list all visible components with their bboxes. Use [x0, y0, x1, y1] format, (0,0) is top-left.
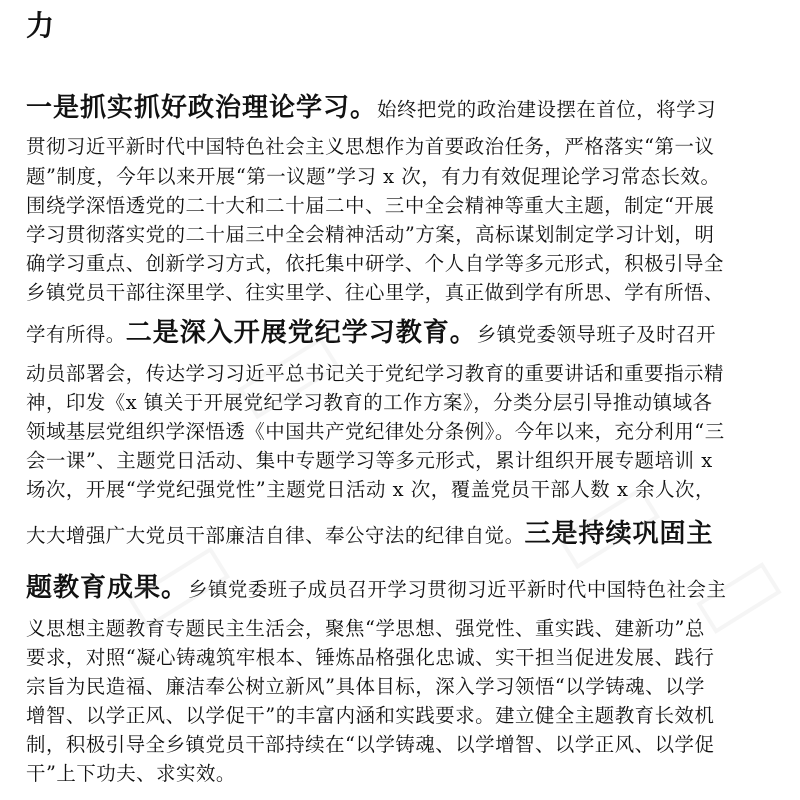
- paragraph-1-heading: 一是抓实抓好政治理论学习。: [26, 93, 378, 123]
- paragraph-2-line-1: [26, 314, 778, 354]
- paragraph-1-line-5: 学习贯彻落实党的二十届三中全会精神活动”方案，高标谋划制定学习计划，明: [26, 223, 715, 246]
- paragraph-1-line-1: [26, 88, 778, 130]
- paragraph-1-line-8: 学有所得。: [26, 323, 126, 346]
- paragraph-3-line-1-text: 乡镇党委班子成员召开学习贯彻习近平新时代中国特色社会主: [188, 578, 727, 601]
- paragraph-2-line-7: [26, 514, 778, 556]
- paragraph-2-line-4: 领域基层党组织学深悟透《中国共产党纪律处分条例》。今年以来，充分利用“三: [26, 420, 725, 443]
- paragraph-3-line-6: 制，积极引导全乡镇党员干部持续在“以学铸魂、以学增智、以学正风、以学促: [26, 733, 715, 756]
- paragraph-1-line-4: 围绕学深悟透党的二十大和二十届二中、三中全会精神等重大主题，制定“开展: [26, 194, 715, 217]
- paragraph-2-line-6: 场次，开展“学党纪强党性”主题党日活动 x 次，覆盖党员干部人数 x 余人次，: [26, 478, 715, 501]
- paragraph-1-line-6: 确学习重点、创新学习方式，依托集中研学、个人自学等多元形式，积极引导全: [26, 252, 724, 275]
- paragraph-2-line-1-text: 乡镇党委领导班子及时召开: [476, 323, 717, 346]
- paragraph-3-line-1: [26, 568, 778, 610]
- paragraph-3-heading-part-2: 题教育成果。: [26, 573, 189, 603]
- paragraph-1-line-3: 题”制度，今年以来开展“第一议题”学习 x 次，有力有效促理论学习常态长效。: [26, 165, 721, 188]
- paragraph-2-line-3: 神，印发《x 镇关于开展党纪学习教育的工作方案》，分类分层引导推动镇域各: [26, 391, 713, 414]
- paragraph-3-line-7: 干”上下功夫、求实效。: [26, 762, 236, 785]
- paragraph-2-line-5: 会一课”、主题党日活动、集中专题学习等多元形式，累计组织开展专题培训 x: [26, 449, 713, 472]
- page-top-fragment: 力: [26, 9, 55, 42]
- paragraph-2-heading: 二是深入开展党纪学习教育。: [125, 318, 477, 348]
- paragraph-3-line-3: 要求，对照“凝心铸魂筑牢根本、锤炼品格强化忠诚、实干担当促进发展、践行: [26, 646, 715, 669]
- paragraph-3-line-2: 义思想主题教育专题民主生活会，聚焦“学思想、强党性、重实践、建新功”总: [26, 617, 705, 640]
- paragraph-3-line-5: 增智、以学正风、以学促干”的丰富内涵和实践要求。建立健全主题教育长效机: [26, 704, 715, 727]
- paragraph-1-line-1-text: 始终把党的政治建设摆在首位，将学习: [377, 98, 717, 121]
- paragraph-2-line-7-text: 大大增强广大党员干部廉洁自律、奉公守法的纪律自觉。: [26, 524, 525, 547]
- paragraph-3-heading-part-1: 三是持续巩固主: [524, 519, 714, 549]
- paragraph-1-line-7: 乡镇党员干部往深里学、往实里学、往心里学，真正做到学有所思、学有所悟、: [26, 281, 724, 304]
- paragraph-2-line-2: 动员部署会，传达学习习近平总书记关于党纪学习教育的重要讲话和重要指示精: [26, 362, 724, 385]
- paragraph-3-line-4: 宗旨为民造福、廉洁奉公树立新风”具体目标，深入学习领悟“以学铸魂、以学: [26, 675, 705, 698]
- paragraph-1-line-2: 贯彻习近平新时代中国特色社会主义思想作为首要政治任务，严格落实“第一议: [26, 135, 715, 158]
